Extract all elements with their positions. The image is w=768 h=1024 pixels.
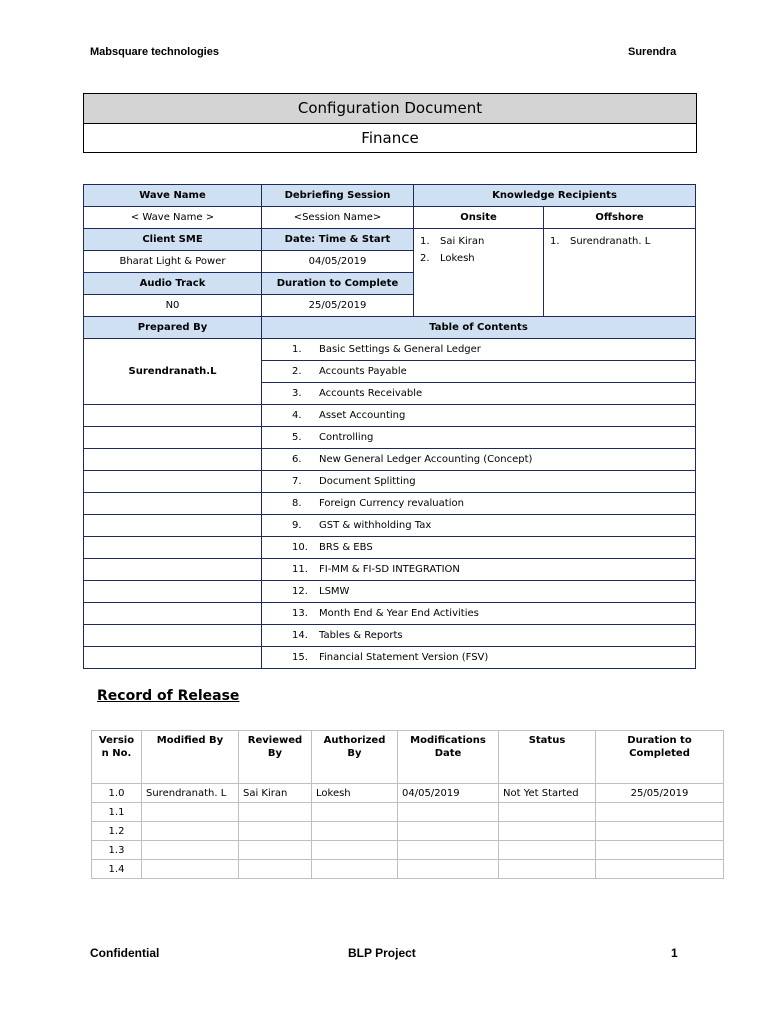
client-sme-label: Client SME <box>84 229 262 251</box>
duration-value: 25/05/2019 <box>262 295 414 317</box>
toc-item: 6. New General Ledger Accounting (Concept) <box>262 449 696 471</box>
column-header: Duration to Completed <box>596 731 724 784</box>
status-cell <box>499 803 596 822</box>
info-table <box>83 184 696 669</box>
header-author: Surendra <box>628 46 677 58</box>
onsite-list <box>414 229 544 317</box>
authorized-by-cell <box>312 841 398 860</box>
knowledge-recipients-label: Knowledge Recipients <box>414 185 696 207</box>
empty-cell <box>84 537 262 559</box>
duration-cell <box>596 841 724 860</box>
table-row <box>92 784 724 803</box>
modifications-date-cell <box>398 822 499 841</box>
table-row <box>92 860 724 879</box>
onsite-item: 1. Sai Kiran <box>420 236 485 247</box>
status-cell <box>499 822 596 841</box>
toc-item: 1. Basic Settings & General Ledger <box>262 339 696 361</box>
duration-cell <box>596 860 724 879</box>
column-header: Modifications Date <box>398 731 499 784</box>
column-header: Authorized By <box>312 731 398 784</box>
release-header-row <box>92 731 724 784</box>
reviewed-by-cell <box>239 860 312 879</box>
onsite-label: Onsite <box>414 207 544 229</box>
empty-cell <box>84 493 262 515</box>
release-table <box>91 730 724 879</box>
version-cell: 1.2 <box>92 822 142 841</box>
version-cell: 1.1 <box>92 803 142 822</box>
toc-item: 3. Accounts Receivable <box>262 383 696 405</box>
toc-item: 4. Asset Accounting <box>262 405 696 427</box>
version-cell: 1.0 <box>92 784 142 803</box>
document-title: Configuration Document <box>84 94 696 124</box>
table-row <box>92 841 724 860</box>
table-row <box>92 803 724 822</box>
prepared-by-value: Surendranath.L <box>84 339 262 405</box>
reviewed-by-cell <box>239 841 312 860</box>
column-header: Versio n No. <box>92 731 142 784</box>
toc-item: 11. FI-MM & FI-SD INTEGRATION <box>262 559 696 581</box>
reviewed-by-cell: Sai Kiran <box>239 784 312 803</box>
toc-label: Table of Contents <box>262 317 696 339</box>
modifications-date-cell: 04/05/2019 <box>398 784 499 803</box>
empty-cell <box>84 449 262 471</box>
module-title: Finance <box>361 129 419 147</box>
offshore-item: 1. Surendranath. L <box>550 236 651 247</box>
empty-cell <box>84 603 262 625</box>
empty-cell <box>84 515 262 537</box>
toc-item: 14. Tables & Reports <box>262 625 696 647</box>
status-cell: Not Yet Started <box>499 784 596 803</box>
footer-project: BLP Project <box>348 946 416 960</box>
client-sme-value: Bharat Light & Power <box>84 251 262 273</box>
toc-item: 10. BRS & EBS <box>262 537 696 559</box>
header-company: Mabsquare technologies <box>90 46 219 58</box>
toc-item: 9. GST & withholding Tax <box>262 515 696 537</box>
empty-cell <box>84 427 262 449</box>
date-label: Date: Time & Start <box>262 229 414 251</box>
session-value: <Session Name> <box>262 207 414 229</box>
authorized-by-cell <box>312 803 398 822</box>
audio-track-value: N0 <box>84 295 262 317</box>
empty-cell <box>84 405 262 427</box>
record-of-release-title: Record of Release <box>97 688 240 704</box>
offshore-list <box>544 229 696 317</box>
authorized-by-cell: Lokesh <box>312 784 398 803</box>
column-header: Modified By <box>142 731 239 784</box>
reviewed-by-cell <box>239 822 312 841</box>
modified-by-cell <box>142 803 239 822</box>
modifications-date-cell <box>398 803 499 822</box>
empty-cell <box>84 471 262 493</box>
page-number: 1 <box>671 946 678 960</box>
duration-cell <box>596 803 724 822</box>
empty-cell <box>84 647 262 669</box>
authorized-by-cell <box>312 860 398 879</box>
duration-label: Duration to Complete <box>262 273 414 295</box>
table-row <box>92 822 724 841</box>
title-box <box>83 93 697 153</box>
audio-track-label: Audio Track <box>84 273 262 295</box>
status-cell <box>499 860 596 879</box>
column-header: Reviewed By <box>239 731 312 784</box>
version-cell: 1.4 <box>92 860 142 879</box>
toc-item: 12. LSMW <box>262 581 696 603</box>
modifications-date-cell <box>398 841 499 860</box>
toc-item: 2. Accounts Payable <box>262 361 696 383</box>
empty-cell <box>84 625 262 647</box>
modified-by-cell <box>142 822 239 841</box>
modified-by-cell <box>142 860 239 879</box>
toc-item: 8. Foreign Currency revaluation <box>262 493 696 515</box>
toc-item: 13. Month End & Year End Activities <box>262 603 696 625</box>
modifications-date-cell <box>398 860 499 879</box>
prepared-by-label: Prepared By <box>84 317 262 339</box>
modified-by-cell: Surendranath. L <box>142 784 239 803</box>
authorized-by-cell <box>312 822 398 841</box>
footer-confidential: Confidential <box>90 946 160 960</box>
duration-cell <box>596 822 724 841</box>
debriefing-label: Debriefing Session <box>262 185 414 207</box>
toc-item: 7. Document Splitting <box>262 471 696 493</box>
onsite-item: 2. Lokesh <box>420 253 475 264</box>
date-value: 04/05/2019 <box>262 251 414 273</box>
toc-item: 5. Controlling <box>262 427 696 449</box>
empty-cell <box>84 559 262 581</box>
version-cell: 1.3 <box>92 841 142 860</box>
reviewed-by-cell <box>239 803 312 822</box>
duration-cell: 25/05/2019 <box>596 784 724 803</box>
wave-name-label: Wave Name <box>84 185 262 207</box>
column-header: Status <box>499 731 596 784</box>
empty-cell <box>84 581 262 603</box>
modified-by-cell <box>142 841 239 860</box>
offshore-label: Offshore <box>544 207 696 229</box>
toc-item: 15. Financial Statement Version (FSV) <box>262 647 696 669</box>
status-cell <box>499 841 596 860</box>
wave-name-value: < Wave Name > <box>84 207 262 229</box>
